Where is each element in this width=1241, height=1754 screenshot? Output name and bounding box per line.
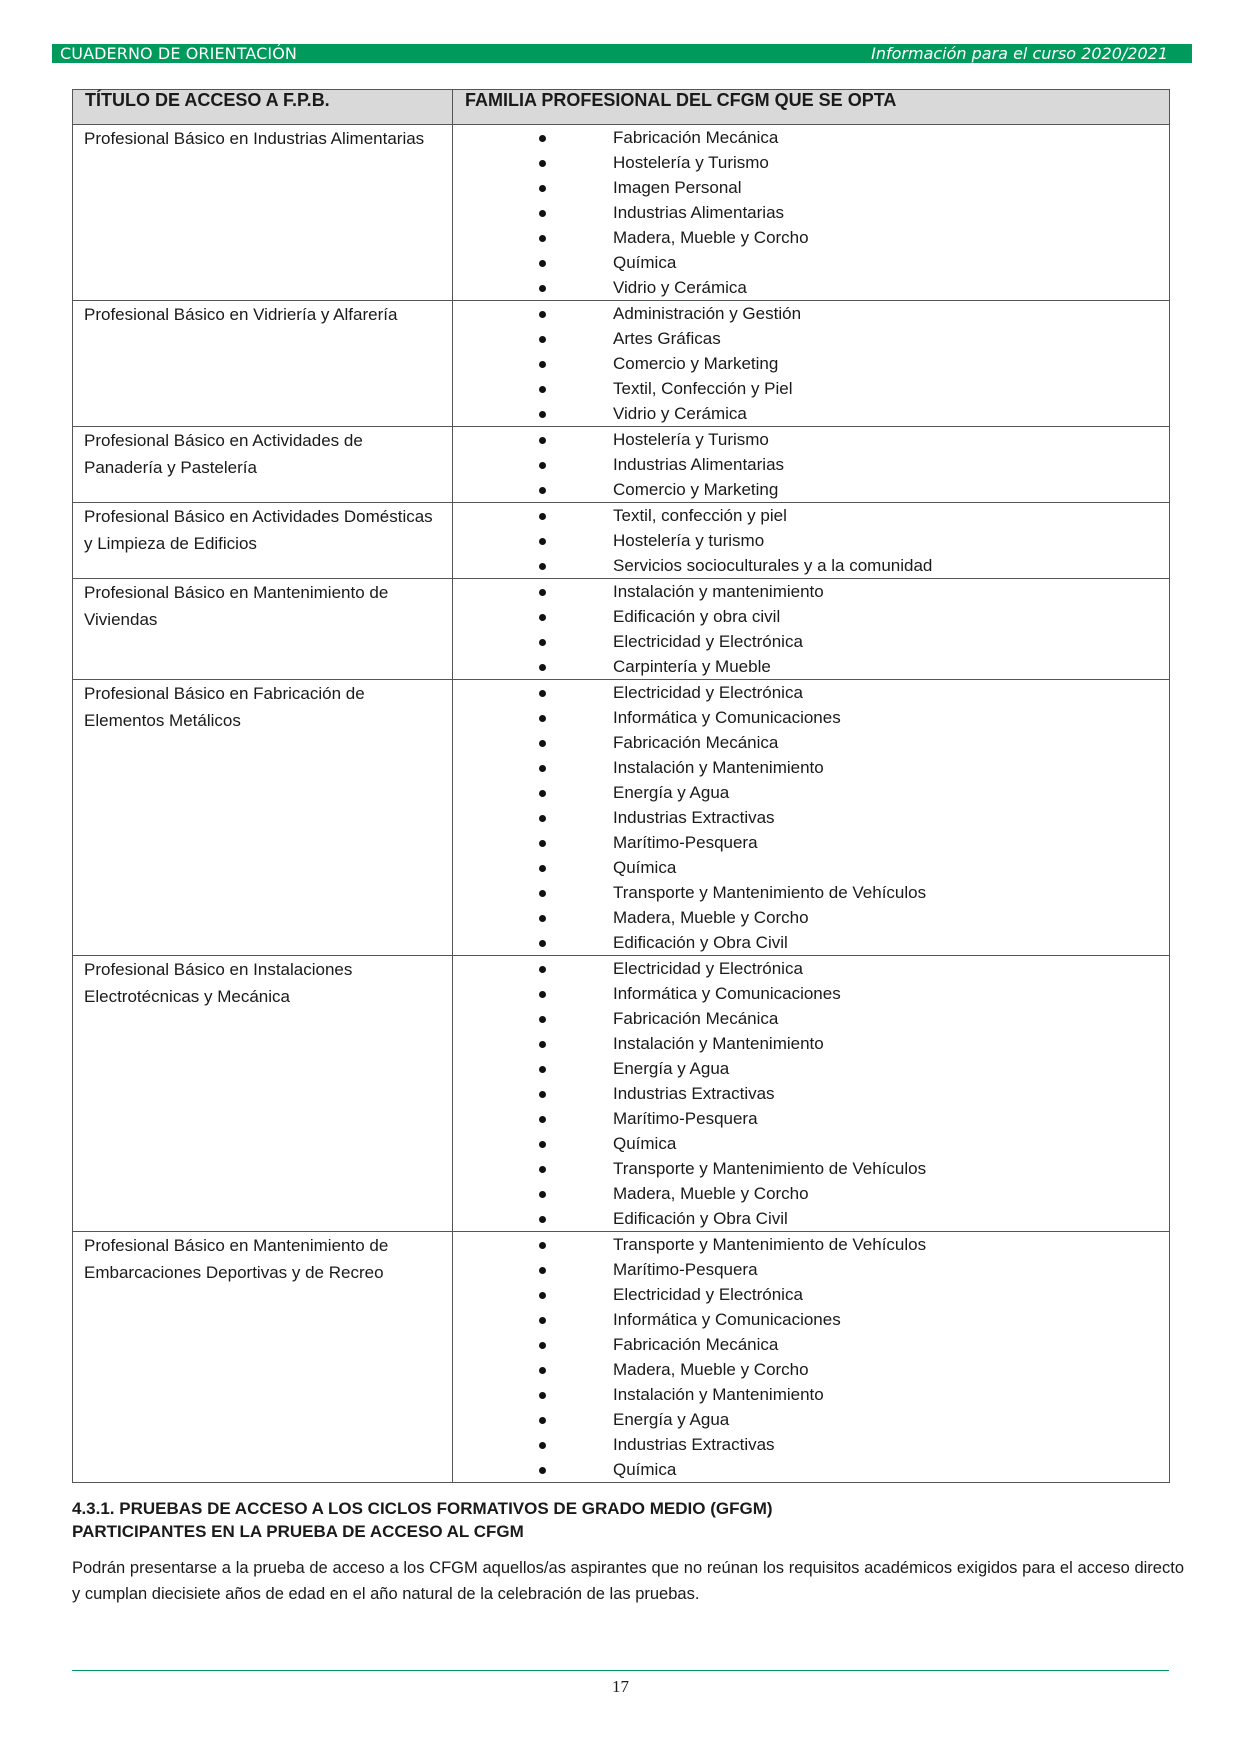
list-item: Carpintería y Mueble — [453, 654, 1169, 679]
list-item: Informática y Comunicaciones — [453, 1307, 1169, 1332]
access-title-cell: Profesional Básico en Actividades Domésticas y Limpieza de Edificios — [73, 503, 453, 579]
list-item: Transporte y Mantenimiento de Vehículos — [453, 880, 1169, 905]
list-item: Transporte y Mantenimiento de Vehículos — [453, 1232, 1169, 1257]
subsection-heading: PARTICIPANTES EN LA PRUEBA DE ACCESO AL CFGM — [72, 1522, 524, 1541]
table-row — [73, 125, 1170, 301]
list-item: Industrias Alimentarias — [453, 452, 1169, 477]
access-title-cell: Profesional Básico en Industrias Alimentarias — [73, 125, 453, 301]
list-item: Madera, Mueble y Corcho — [453, 1181, 1169, 1206]
list-item: Vidrio y Cerámica — [453, 401, 1169, 426]
list-item: Comercio y Marketing — [453, 351, 1169, 376]
list-item: Electricidad y Electrónica — [453, 1282, 1169, 1307]
list-item: Electricidad y Electrónica — [453, 680, 1169, 705]
access-title-cell: Profesional Básico en Mantenimiento de Embarcaciones Deportivas y de Recreo — [73, 1232, 453, 1483]
list-item: Electricidad y Electrónica — [453, 956, 1169, 981]
list-item: Marítimo-Pesquera — [453, 1106, 1169, 1131]
table-row — [73, 680, 1170, 956]
table-row — [73, 579, 1170, 680]
list-item: Química — [453, 855, 1169, 880]
families-cell — [453, 579, 1170, 680]
list-item: Industrias Extractivas — [453, 805, 1169, 830]
families-list — [453, 503, 1169, 578]
list-item: Instalación y Mantenimiento — [453, 755, 1169, 780]
list-item: Transporte y Mantenimiento de Vehículos — [453, 1156, 1169, 1181]
footer-rule — [72, 1670, 1169, 1671]
list-item: Industrias Extractivas — [453, 1432, 1169, 1457]
table-header-row — [73, 90, 1170, 125]
access-title-cell: Profesional Básico en Fabricación de Elementos Metálicos — [73, 680, 453, 956]
section-body-text: Podrán presentarse a la prueba de acceso a los CFGM aquellos/as aspirantes que no reúnan los requisitos académicos exigidos para el acceso directo y cumplan diecisiete años de edad en el año natural de la celebración de las pruebas. — [72, 1559, 1184, 1603]
list-item: Marítimo-Pesquera — [453, 1257, 1169, 1282]
table-row — [73, 427, 1170, 503]
families-cell — [453, 680, 1170, 956]
families-cell — [453, 427, 1170, 503]
header-band — [52, 44, 1192, 63]
list-item: Fabricación Mecánica — [453, 1006, 1169, 1031]
list-item: Química — [453, 1457, 1169, 1482]
list-item: Electricidad y Electrónica — [453, 629, 1169, 654]
access-title-cell: Profesional Básico en Mantenimiento de Viviendas — [73, 579, 453, 680]
list-item: Imagen Personal — [453, 175, 1169, 200]
list-item: Administración y Gestión — [453, 301, 1169, 326]
list-item: Textil, confección y piel — [453, 503, 1169, 528]
access-title-cell: Profesional Básico en Actividades de Panadería y Pastelería — [73, 427, 453, 503]
list-item: Edificación y Obra Civil — [453, 1206, 1169, 1231]
table-row — [73, 301, 1170, 427]
list-item: Instalación y Mantenimiento — [453, 1382, 1169, 1407]
families-list — [453, 680, 1169, 955]
list-item: Hostelería y Turismo — [453, 427, 1169, 452]
access-families-table — [72, 89, 1170, 1483]
list-item: Informática y Comunicaciones — [453, 981, 1169, 1006]
list-item: Edificación y Obra Civil — [453, 930, 1169, 955]
list-item: Fabricación Mecánica — [453, 730, 1169, 755]
families-cell — [453, 301, 1170, 427]
header-title: CUADERNO DE ORIENTACIÓN — [60, 44, 297, 63]
list-item: Hostelería y Turismo — [453, 150, 1169, 175]
table-row — [73, 503, 1170, 579]
col-header-title: TÍTULO DE ACCESO A F.P.B. — [73, 90, 453, 125]
list-item: Madera, Mueble y Corcho — [453, 1357, 1169, 1382]
table-row — [73, 956, 1170, 1232]
families-cell — [453, 125, 1170, 301]
families-cell — [453, 503, 1170, 579]
list-item: Química — [453, 1131, 1169, 1156]
list-item: Servicios socioculturales y a la comunidad — [453, 553, 1169, 578]
list-item: Vidrio y Cerámica — [453, 275, 1169, 300]
list-item: Textil, Confección y Piel — [453, 376, 1169, 401]
list-item: Fabricación Mecánica — [453, 125, 1169, 150]
list-item: Madera, Mueble y Corcho — [453, 905, 1169, 930]
list-item: Fabricación Mecánica — [453, 1332, 1169, 1357]
header-course-info: Información para el curso 2020/2021 — [871, 44, 1168, 63]
col-header-families: FAMILIA PROFESIONAL DEL CFGM QUE SE OPTA — [453, 90, 1170, 125]
list-item: Industrias Extractivas — [453, 1081, 1169, 1106]
access-title-cell: Profesional Básico en Instalaciones Electrotécnicas y Mecánica — [73, 956, 453, 1232]
page-number: 17 — [612, 1677, 629, 1696]
families-list — [453, 301, 1169, 426]
list-item: Energía y Agua — [453, 1407, 1169, 1432]
list-item: Energía y Agua — [453, 780, 1169, 805]
families-list — [453, 125, 1169, 300]
list-item: Informática y Comunicaciones — [453, 705, 1169, 730]
families-cell — [453, 1232, 1170, 1483]
list-item: Madera, Mueble y Corcho — [453, 225, 1169, 250]
access-title-cell: Profesional Básico en Vidriería y Alfarería — [73, 301, 453, 427]
families-list — [453, 579, 1169, 679]
list-item: Marítimo-Pesquera — [453, 830, 1169, 855]
list-item: Instalación y mantenimiento — [453, 579, 1169, 604]
families-list — [453, 427, 1169, 502]
list-item: Hostelería y turismo — [453, 528, 1169, 553]
section-heading: 4.3.1. PRUEBAS DE ACCESO A LOS CICLOS FORMATIVOS DE GRADO MEDIO (GFGM) — [72, 1499, 773, 1518]
list-item: Edificación y obra civil — [453, 604, 1169, 629]
list-item: Industrias Alimentarias — [453, 200, 1169, 225]
families-list — [453, 1232, 1169, 1482]
list-item: Química — [453, 250, 1169, 275]
table-row — [73, 1232, 1170, 1483]
families-cell — [453, 956, 1170, 1232]
list-item: Comercio y Marketing — [453, 477, 1169, 502]
families-list — [453, 956, 1169, 1231]
list-item: Energía y Agua — [453, 1056, 1169, 1081]
list-item: Instalación y Mantenimiento — [453, 1031, 1169, 1056]
list-item: Artes Gráficas — [453, 326, 1169, 351]
